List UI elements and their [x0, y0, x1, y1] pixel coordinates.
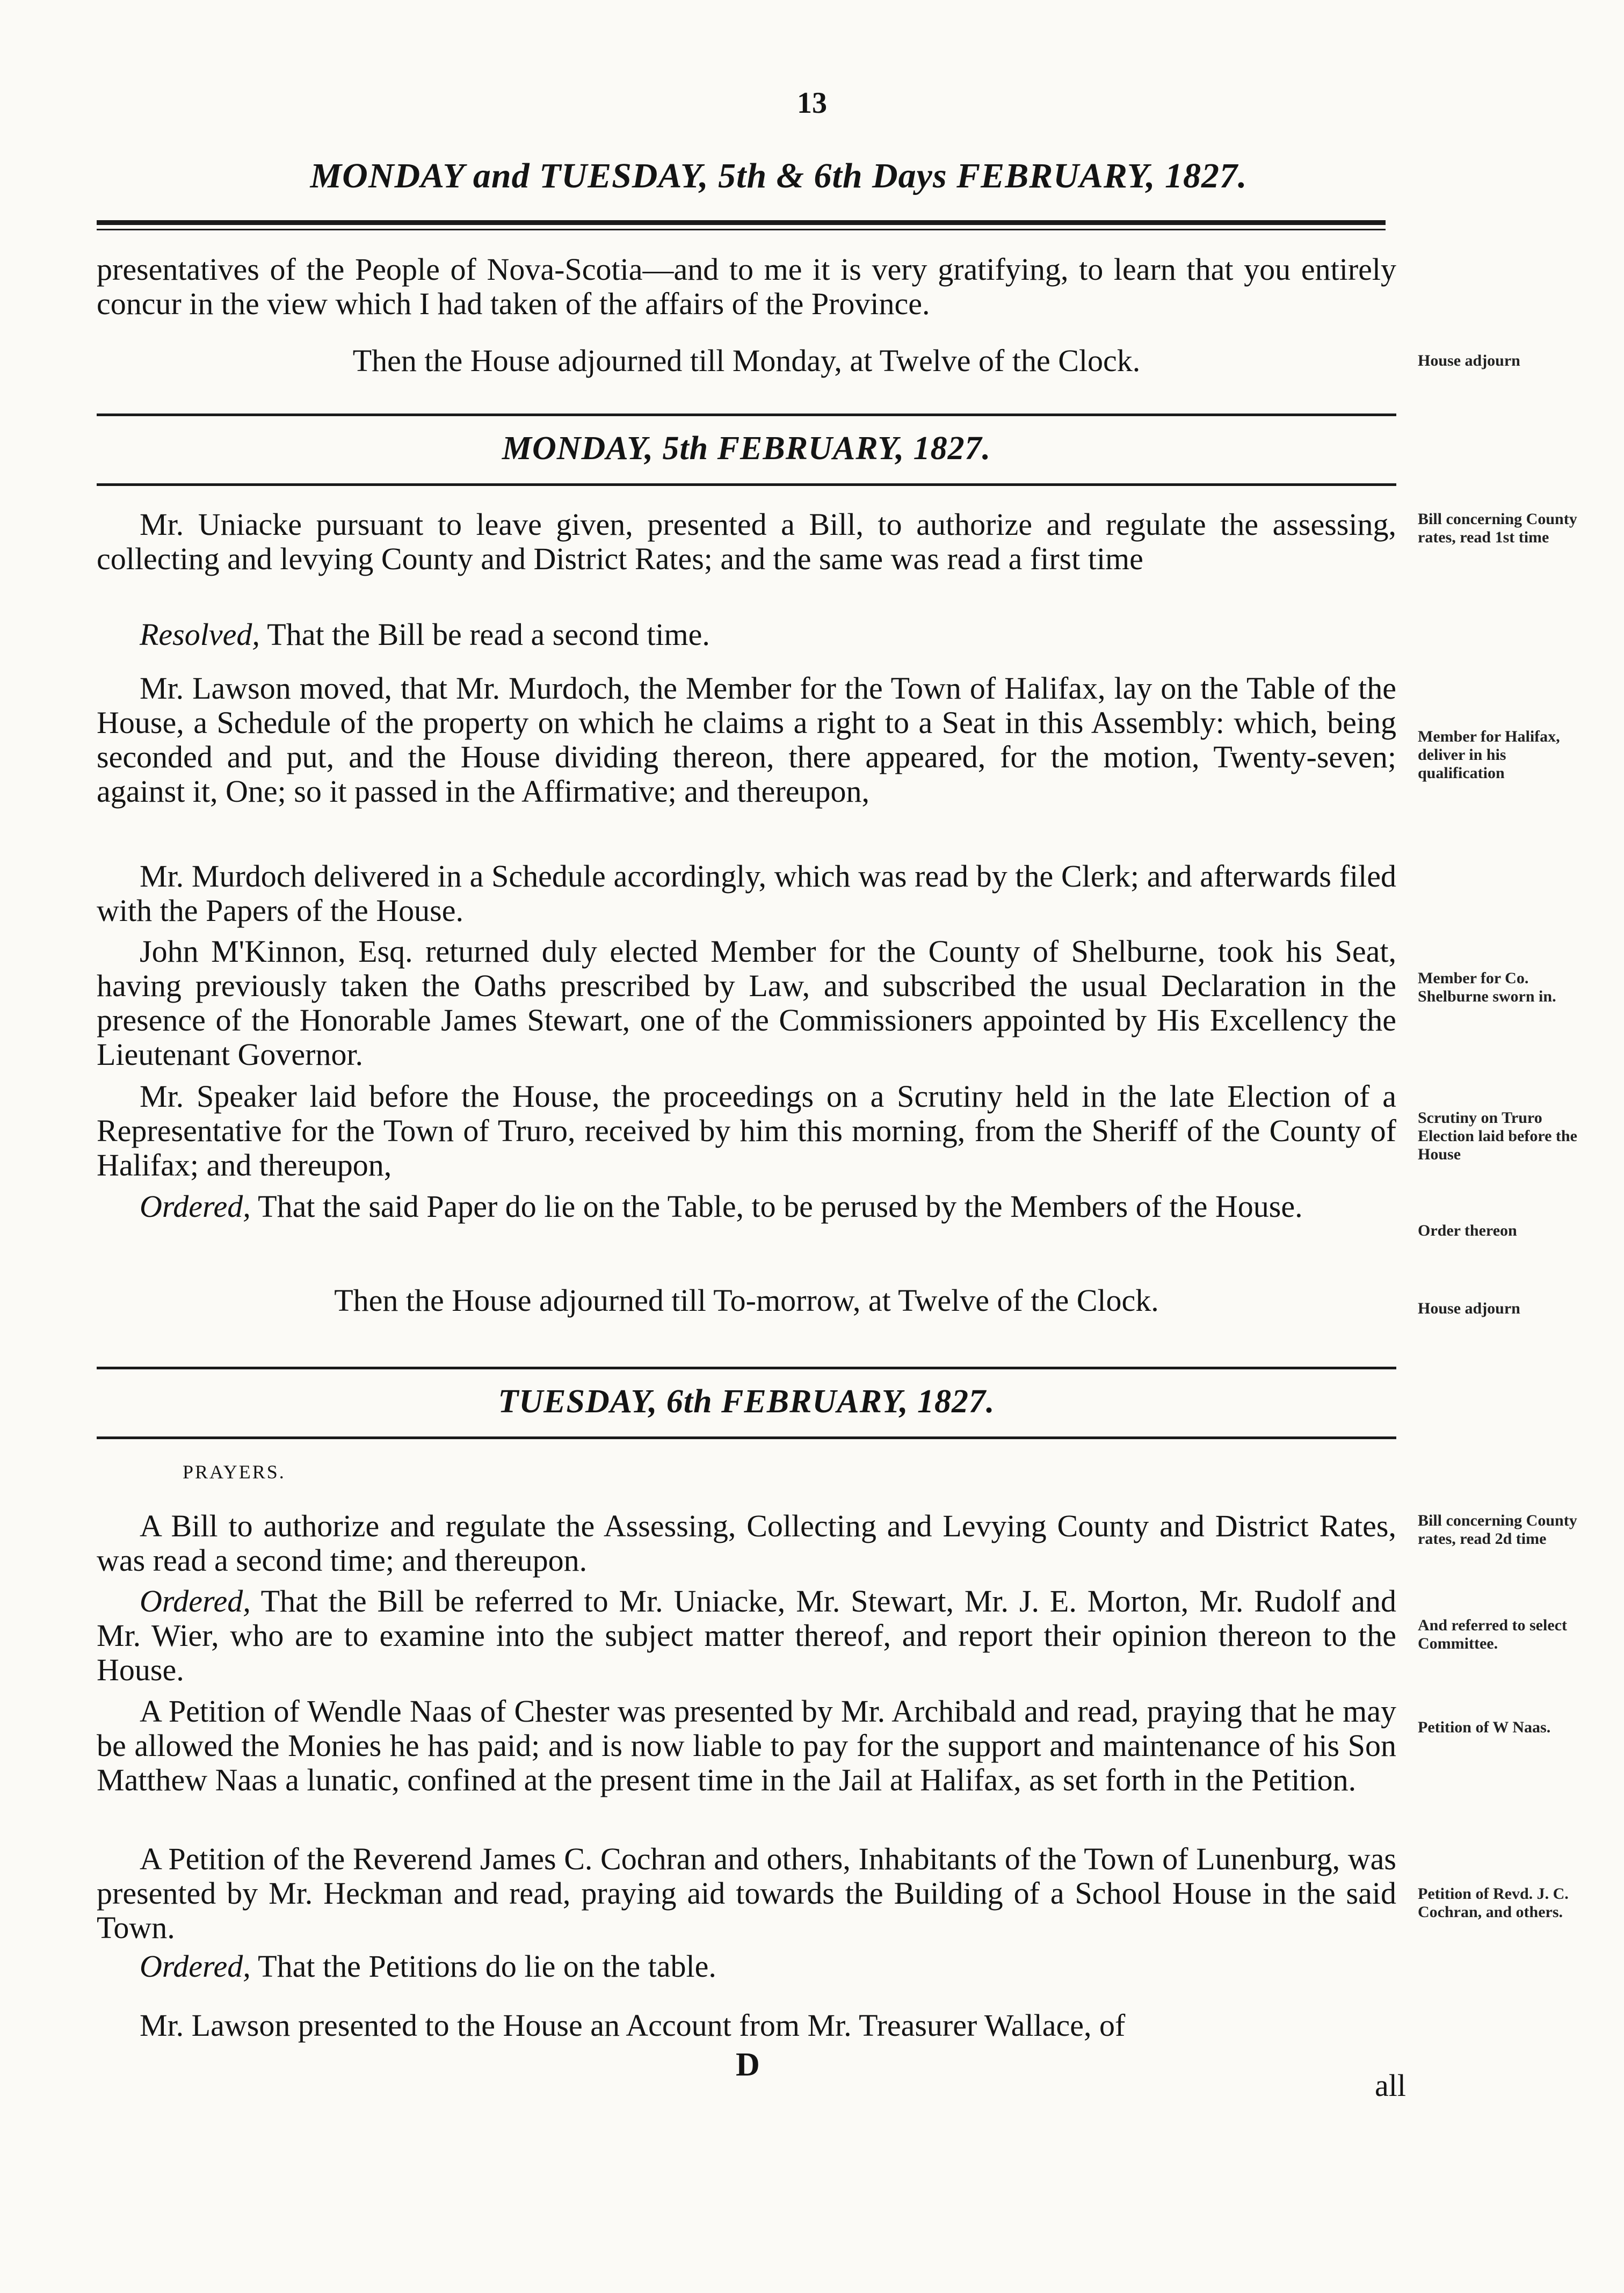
margin-note: Petition of W Naas. — [1418, 1718, 1551, 1736]
rule-tuesday-bottom — [97, 1436, 1396, 1439]
tuesday-bill-second-reading: A Bill to authorize and regulate the Assessing, Collecting and Levying County and District Rates, was read a second time; and thereupon. — [97, 1508, 1396, 1578]
margin-note: House adjourn — [1418, 1300, 1520, 1317]
tuesday-ordered-committee: Ordered, That the Bill be referred to Mr. Uniacke, Mr. Stewart, Mr. J. E. Morton, Mr. Rudolf and Mr. Wier, who are to examine into the subject matter thereof, and report their opinion thereon to the House. — [97, 1584, 1396, 1687]
rule-top-thick — [97, 220, 1386, 225]
margin-note: Petition of Revd. J. C. Cochran, and others. — [1418, 1885, 1569, 1921]
margin-note: Bill concerning County rates, read 2d time — [1418, 1512, 1577, 1548]
signature-mark: D — [736, 2047, 760, 2083]
catchword: all — [1375, 2068, 1406, 2103]
monday-resolved: Resolved, That the Bill be read a second time. — [140, 617, 710, 652]
monday-scrutiny: Mr. Speaker laid before the House, the proceedings on a Scrutiny held in the late Election of a Representative for the Town of Truro, received by him this morning, from the Sheriff of the County of Halifax; and thereupon, — [97, 1079, 1396, 1182]
monday-ordered: Ordered, That the said Paper do lie on the Table, to be perused by the Members of the House. — [140, 1189, 1303, 1224]
margin-note: Member for Halifax, deliver in his qualification — [1418, 728, 1560, 782]
tuesday-ordered-petitions: Ordered, That the Petitions do lie on the table. — [140, 1949, 716, 1984]
margin-note: Scrutiny on Truro Election laid before the House — [1418, 1109, 1577, 1163]
tuesday-naas-petition: A Petition of Wendle Naas of Chester was presented by Mr. Archibald and read, praying that he may be allowed the Monies he has paid; and is now liable to pay for the support and maintenance of his Son Matthew Naas a lunatic, confined at the present time in the Jail at Halifax, as set forth in the Petition. — [97, 1694, 1396, 1797]
margin-note: Order thereon — [1418, 1222, 1517, 1239]
intro-paragraph: presentatives of the People of Nova-Scotia—and to me it is very gratifying, to learn that you entirely concur in the view which I had taken of the affairs of the Province. — [97, 252, 1396, 321]
monday-mkinnon-seat: John M'Kinnon, Esq. returned duly elected Member for the County of Shelburne, took his Seat, having previously taken the Oaths prescribed by Law, and subscribed the usual Declaration in the presence of the Honorable James Stewart, one of the Commissioners appointed by His Excellency the Lieutenant Governor. — [97, 934, 1396, 1072]
running-head: MONDAY and TUESDAY, 5th & 6th Days FEBRUARY, 1827. — [310, 156, 1248, 195]
page-number: 13 — [797, 86, 827, 120]
monday-adjourn: Then the House adjourned till To-morrow, at Twelve of the Clock. — [334, 1283, 1159, 1318]
monday-header: MONDAY, 5th FEBRUARY, 1827. — [502, 430, 991, 467]
tuesday-lawson-account: Mr. Lawson presented to the House an Account from Mr. Treasurer Wallace, of — [140, 2008, 1126, 2043]
monday-lawson-motion: Mr. Lawson moved, that Mr. Murdoch, the Member for the Town of Halifax, lay on the Table of the House, a Schedule of the property on which he claims a right to a Seat in this Assembly: which, being seconded and put, and the House dividing thereon, there appeared, for the motion, Twenty-seven; against it, One; so it passed in the Affirmative; and thereupon, — [97, 671, 1396, 809]
tuesday-prayers: PRAYERS. — [183, 1461, 286, 1483]
monday-murdoch-schedule: Mr. Murdoch delivered in a Schedule accordingly, which was read by the Clerk; and afterwards filed with the Papers of the House. — [97, 859, 1396, 928]
rule-top-thin — [97, 229, 1386, 230]
rule-monday-top — [97, 413, 1396, 416]
margin-note: Member for Co. Shelburne sworn in. — [1418, 969, 1556, 1005]
margin-note: House adjourn — [1418, 352, 1520, 369]
tuesday-cochran-petition: A Petition of the Reverend James C. Cochran and others, Inhabitants of the Town of Lunenburg, was presented by Mr. Heckman and read, praying aid towards the Building of a School House in the said Town. — [97, 1841, 1396, 1945]
rule-monday-bottom — [97, 483, 1396, 486]
monday-bill-paragraph: Mr. Uniacke pursuant to leave given, presented a Bill, to authorize and regulate the assessing, collecting and levying County and District Rates; and the same was read a first time — [97, 507, 1396, 576]
rule-tuesday-top — [97, 1367, 1396, 1369]
intro-adjourn: Then the House adjourned till Monday, at Twelve of the Clock. — [352, 343, 1141, 378]
margin-note: Bill concerning County rates, read 1st time — [1418, 510, 1577, 546]
tuesday-header: TUESDAY, 6th FEBRUARY, 1827. — [498, 1383, 995, 1420]
margin-note: And referred to select Committee. — [1418, 1616, 1567, 1652]
